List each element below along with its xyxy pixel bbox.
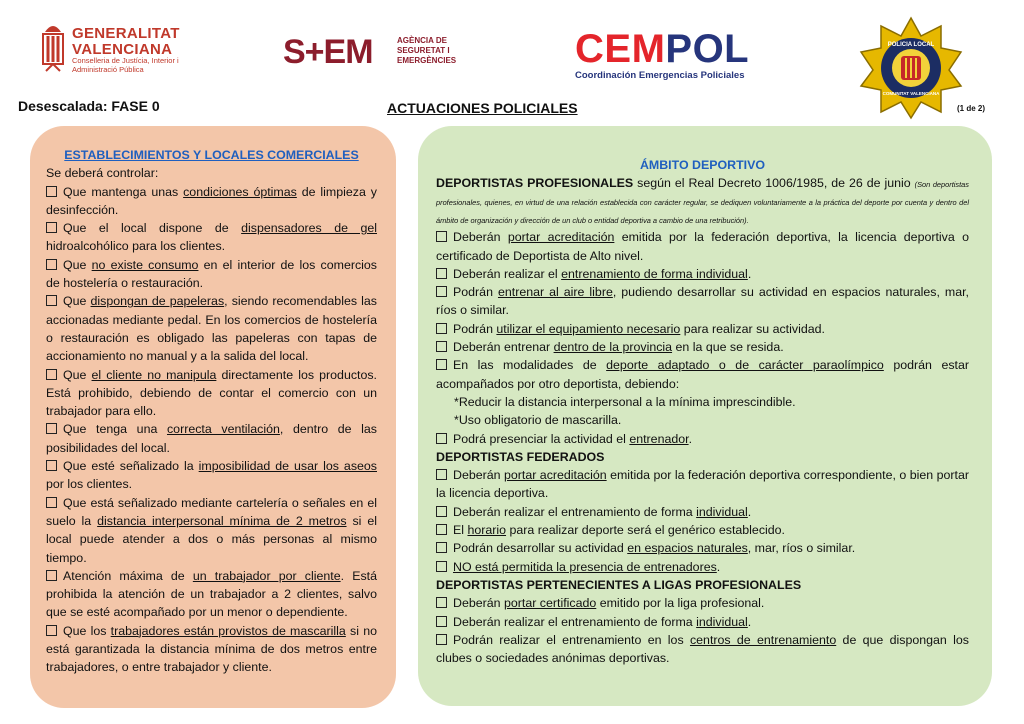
ligas-item-highlight: centros de entrenamiento [689, 632, 837, 647]
ligas-item [436, 594, 969, 612]
prof-item-text-end: podrán estar acompañados por otro deportista, debiendo: [436, 358, 970, 391]
commercial-item-text: Que los [63, 623, 111, 638]
commercial-item-text-end: si no está garantizada la distancia mínima de dos metros entre trabajadores, o entre trabajador y cliente. [46, 623, 377, 675]
ligas-item [436, 613, 969, 631]
checkbox-icon [46, 423, 57, 434]
checkbox-icon [436, 323, 447, 334]
checkbox-icon [436, 506, 447, 517]
commercial-item-text: Que [63, 294, 91, 309]
commercial-item [46, 366, 377, 421]
ligas-item-text-end: . [747, 614, 752, 629]
fed-item-highlight: NO está permitida la presencia de entrenadores [453, 559, 717, 574]
ligas-heading: DEPORTISTAS PERTENECIENTES A LIGAS PROFESIONALES [436, 577, 802, 592]
fed-heading: DEPORTISTAS FEDERADOS [436, 449, 605, 464]
ligas-item-highlight: individual [696, 614, 748, 629]
checkbox-icon [46, 625, 57, 636]
commercial-item-highlight: condiciones óptimas [183, 184, 297, 199]
checkbox-icon [46, 186, 57, 197]
badge-star-icon [857, 16, 965, 120]
commercial-item-text-end: . Está prohibida la atención de un trabajador a 2 clientes, salvo que se esté acompañado por un menor o dependiente. [46, 568, 377, 620]
ligas-item-text: Deberán realizar el entrenamiento de forma [453, 614, 697, 629]
prof-subitem: *Reducir la distancia interpersonal a la mínima imprescindible. [454, 394, 796, 409]
sem-subtitle: AGÈNCIA DE SEGURETAT I EMERGÈNCIES [397, 36, 457, 65]
prof-checklist [436, 228, 969, 393]
badge-text-bottom: COMUNITAT VALENCIANA [882, 91, 940, 96]
prof-item-highlight: entrenador [629, 431, 689, 446]
checkbox-icon [46, 369, 57, 380]
generalitat-shield-icon [40, 20, 66, 72]
prof-item-highlight: dentro de la provincia [553, 340, 673, 355]
prof-item [436, 320, 969, 338]
generalitat-name-1: GENERALITAT [72, 25, 180, 42]
ligas-item-text-end: de que dispongan los clubes o sociedades anónimas deportivas. [436, 632, 969, 666]
checkbox-icon [46, 570, 57, 581]
checkbox-icon [46, 497, 57, 508]
checkbox-icon [436, 433, 447, 444]
fed-checklist [436, 466, 969, 576]
prof-item [436, 356, 969, 393]
fed-item-text: Podrán desarrollar su actividad [453, 541, 628, 556]
checkbox-icon [436, 469, 447, 480]
checkbox-icon [436, 359, 447, 370]
fed-item [436, 539, 969, 557]
ligas-item-text: Podrán realizar el entrenamiento en los [453, 632, 690, 647]
commercial-item-highlight: distancia interpersonal mínima de 2 metros [97, 513, 347, 528]
commercial-item [46, 567, 377, 622]
commercial-item-text-end: en el interior de los comercios de hostelería o restauración. [46, 257, 377, 291]
fed-item-text: El [453, 523, 468, 538]
generalitat-dept: Conselleria de Justícia, Interior i Administració Pública [72, 56, 179, 74]
sem-logo [283, 32, 483, 74]
prof-item-text-end: , pudiendo desarrollar su actividad en espacios naturales, mar, ríos o similar. [436, 285, 969, 318]
commercial-item-text: Que el local dispone de [63, 221, 242, 236]
page-indicator: (1 de 2) [957, 104, 986, 113]
commercial-item-highlight: un trabajador por cliente [192, 568, 341, 583]
commercial-item-highlight: correcta ventilación [166, 422, 280, 437]
fed-item-text: Deberán [453, 468, 504, 483]
prof-item-text: . [688, 431, 693, 446]
commercial-checklist [46, 183, 377, 677]
prof-item-text: Podrá presenciar la actividad el [453, 431, 630, 446]
checkbox-icon [46, 460, 57, 471]
prof-item-highlight: portar acreditación [507, 230, 615, 245]
sports-heading: ÁMBITO DEPORTIVO [639, 158, 766, 172]
prof-item-highlight: deporte adaptado o de carácter paraolímpico [606, 358, 884, 373]
commercial-item-text-end: si el local puede atender a dos o más personas al mismo tiempo. [46, 513, 377, 565]
fed-item-highlight: individual [696, 504, 748, 519]
checkbox-icon [436, 616, 447, 627]
commercial-item-text-end: hidroalcohólico para los clientes. [46, 239, 226, 254]
ligas-item [436, 631, 969, 668]
commercial-item-text: Que mantenga unas [63, 184, 184, 199]
prof-item-highlight: entrenar al aire libre [497, 285, 613, 300]
commercial-item [46, 292, 377, 365]
ligas-checklist [436, 594, 969, 667]
fed-item [436, 503, 969, 521]
prof-decree: según el Real Decreto 1006/1985, de 26 de junio [633, 176, 915, 191]
cempol-logo-blue: POL [665, 27, 750, 71]
prof-intro [436, 174, 969, 228]
checkbox-icon [46, 295, 57, 306]
prof-item-text: Deberán entrenar [453, 340, 554, 355]
page-title: ACTUACIONES POLICIALES [387, 100, 578, 116]
checkbox-icon [436, 542, 447, 553]
generalitat-logo [40, 20, 220, 80]
commercial-item [46, 622, 377, 677]
commercial-item-highlight: el cliente no manipula [91, 367, 217, 382]
commercial-item [46, 457, 377, 494]
cempol-logo-red: CEM [575, 27, 666, 71]
fed-item-text-end: emitida por la federación deportiva correspondiente, o bien portar la licencia deportiva. [436, 468, 969, 501]
checkbox-icon [46, 259, 57, 270]
prof-item [436, 338, 969, 356]
checkbox-icon [436, 597, 447, 608]
fed-item-text-end: . [747, 504, 752, 519]
checkbox-icon [436, 634, 447, 645]
prof-item-text-end: en la que se resida. [672, 340, 784, 355]
commercial-item-text: Que tenga una [63, 422, 167, 437]
prof-item-highlight: entrenamiento de forma individual [561, 266, 748, 281]
commercial-item [46, 219, 377, 256]
ligas-item-text: Deberán [453, 596, 504, 611]
checkbox-icon [436, 286, 447, 297]
commercial-item [46, 420, 377, 457]
prof-item-text-end: para realizar su actividad. [680, 321, 825, 336]
prof-item-text: En las modalidades de [453, 358, 607, 373]
commercial-item [46, 256, 377, 293]
prof-item-text-end: emitida por la federación deportiva, la licencia deportiva o certificado de Deportista de Alto nivel. [436, 230, 969, 263]
commercial-item-text: Atención máxima de [63, 568, 193, 583]
commercial-item [46, 494, 377, 567]
checkbox-icon [436, 341, 447, 352]
prof-item [436, 283, 969, 320]
fed-item-text-end: para realizar deporte será el genérico establecido. [506, 523, 785, 538]
commercial-item-text-end: por los clientes. [46, 477, 133, 492]
prof-item-text: Podrán [453, 285, 498, 300]
sem-logo-text: S+EM [283, 33, 373, 71]
cempol-subtitle: Coordinación Emergencias Policiales [575, 70, 745, 81]
commercial-item-text: Que está señalizado mediante cartelería o señales en el suelo la [46, 495, 377, 528]
commercial-item-text-end: de limpieza y desinfección. [46, 184, 377, 217]
commercial-item-text-end: , siendo recomendables las accionadas mediante pedal. En los comercios de hostelería o restauración es obligado las papeleras con tapas de accionamiento no manual y a la salida del local. [46, 294, 377, 364]
sports-panel [418, 126, 992, 706]
ligas-item-text-end: emitido por la liga profesional. [596, 596, 765, 611]
commercial-item-text: Que [63, 257, 92, 272]
fed-item [436, 558, 969, 576]
commercial-item-text: Que esté señalizado la [63, 459, 199, 474]
prof-item-text: Deberán realizar el [453, 266, 562, 281]
policia-local-badge [857, 16, 965, 120]
cempol-logo [575, 28, 775, 84]
checkbox-icon [436, 231, 447, 242]
prof-subitem: *Uso obligatorio de mascarilla. [454, 413, 622, 428]
commercial-item-highlight: dispongan de papeleras [90, 294, 225, 309]
generalitat-name-2: VALENCIANA [72, 41, 173, 58]
prof-item-text: Podrán [453, 321, 497, 336]
prof-item [436, 228, 969, 265]
prof-note: (Son deportistas profesionales, quienes, en virtud de una relación establecida con carácter regular, se dediquen voluntariamente a la práctica del deporte por cuenta y dentro del ámbito de organización y dirección de un club o entidad deportiva a cambio de una retribución). [436, 180, 969, 226]
commercial-item [46, 183, 377, 220]
ligas-item-highlight: portar certificado [503, 596, 597, 611]
prof-item-text: Deberán [453, 230, 508, 245]
fed-item-highlight: portar acreditación [503, 468, 607, 483]
checkbox-icon [436, 268, 447, 279]
commercial-item-text: Que [63, 367, 92, 382]
checkbox-icon [436, 561, 447, 572]
checkbox-icon [46, 222, 57, 233]
fed-item-highlight: horario [467, 523, 507, 538]
phase-label: Desescalada: FASE 0 [18, 98, 160, 114]
commercial-heading: ESTABLECIMIENTOS Y LOCALES COMERCIALES [64, 148, 359, 162]
fed-item-text-end: . [716, 559, 721, 574]
commercial-intro: Se deberá controlar: [46, 166, 159, 181]
prof-item-highlight: utilizar el equipamiento necesario [496, 321, 681, 336]
fed-item-text-end: , mar, ríos o similar. [747, 541, 856, 556]
prof-heading: DEPORTISTAS PROFESIONALES [436, 176, 634, 191]
commercial-item-highlight: no existe consumo [91, 257, 199, 272]
fed-item [436, 521, 969, 539]
commercial-item-highlight: imposibilidad de usar los aseos [198, 459, 377, 474]
fed-item [436, 466, 969, 503]
prof-item [436, 430, 969, 448]
commercial-establishments-panel [30, 126, 396, 708]
commercial-item-text-end: , dentro de las posibilidades del local. [46, 422, 377, 455]
fed-item-text: Deberán realizar el entrenamiento de forma [453, 504, 697, 519]
commercial-item-highlight: dispensadores de gel [241, 221, 377, 236]
commercial-item-highlight: trabajadores están provistos de mascarilla [110, 623, 346, 638]
fed-item-highlight: en espacios naturales [627, 541, 748, 556]
commercial-item-text-end: directamente los productos. Está prohibido, debiendo de contar el comercio con un trabajador para ello. [46, 367, 378, 419]
checkbox-icon [436, 524, 447, 535]
badge-text-top: POLICIA LOCAL [887, 42, 935, 48]
prof-item-text-end: . [747, 266, 752, 281]
prof-item [436, 265, 969, 283]
prof-subitems [436, 393, 969, 430]
prof-last-item [436, 430, 969, 448]
